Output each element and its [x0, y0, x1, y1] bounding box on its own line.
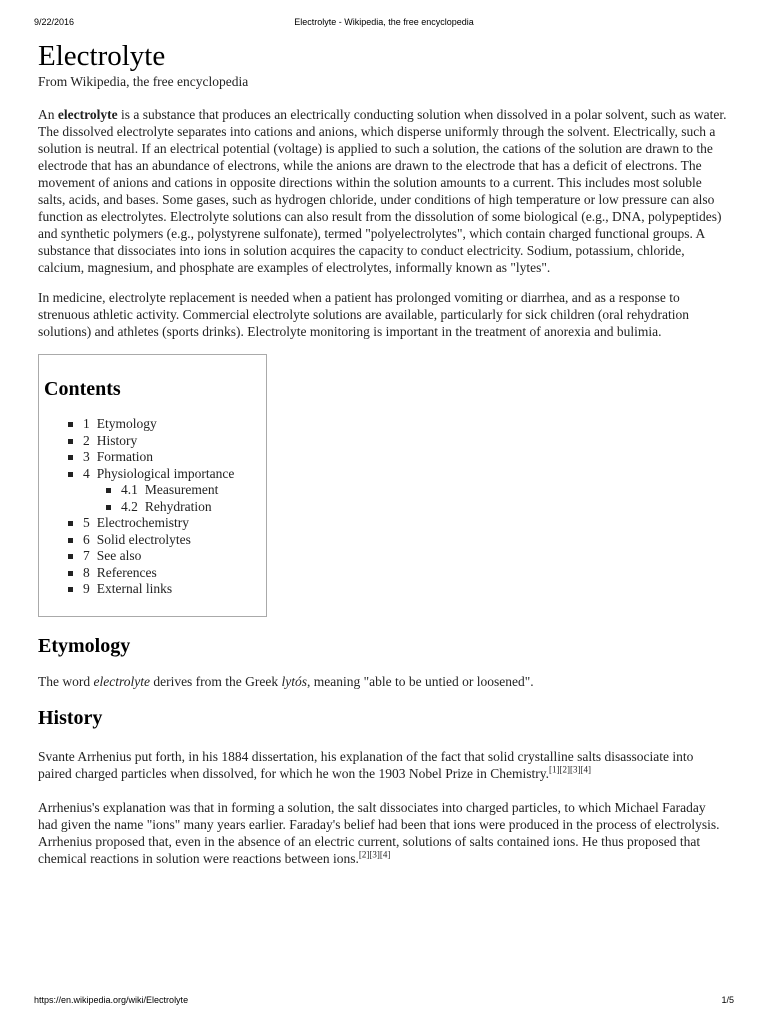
toc-number: 9	[83, 581, 90, 596]
toc-item-measurement[interactable]	[44, 482, 266, 499]
etymology-text: , meaning "able to be untied or loosened".	[307, 673, 534, 689]
toc-label: Measurement	[144, 482, 219, 497]
toc-item-rehydration[interactable]	[44, 499, 266, 516]
etymology-greek-word: lytós	[281, 673, 308, 689]
etymology-heading: Etymology	[38, 634, 131, 657]
toc-item-electrochemistry[interactable]	[44, 515, 266, 532]
toc-label: Rehydration	[144, 498, 212, 514]
history-heading: History	[38, 706, 103, 729]
toc-number: 4.2	[121, 498, 138, 514]
etymology-paragraph	[38, 673, 728, 690]
history-paragraph-2	[38, 799, 728, 867]
toc-item-references[interactable]	[44, 565, 266, 582]
page-title: Electrolyte	[38, 40, 166, 72]
toc-item-history[interactable]	[44, 433, 266, 450]
bullet-icon	[68, 472, 73, 477]
intro-term: electrolyte	[57, 107, 118, 122]
print-page-number: 1/5	[721, 995, 734, 1005]
toc-number: 2	[83, 432, 90, 448]
toc-number: 1	[83, 416, 90, 431]
toc-item-etymology[interactable]	[44, 416, 266, 433]
print-date: 9/22/2016	[34, 17, 75, 27]
toc-label: Electrochemistry	[96, 515, 189, 530]
intro-prefix: An	[38, 107, 58, 122]
history-text: Arrhenius's explanation was that in forming a solution, the salt dissociates into charged particles, to which Michael Faraday had given the name "ions" many years earlier. Faraday's belief had been that ions were produced in the process of electrolysis. Arrhenius proposed that, even in the absence of an electric current, solutions of salts contained ions. He thus proposed that chemical reactions in solution were reactions between ions.	[38, 799, 720, 866]
toc-number: 6	[83, 531, 90, 547]
toc-label: External links	[96, 581, 173, 596]
bullet-icon	[68, 422, 73, 427]
toc-item-formation[interactable]	[44, 449, 266, 466]
etymology-text: The word	[38, 673, 94, 689]
etymology-text: derives from the Greek	[149, 673, 282, 689]
citation-link[interactable]: [1][2][3][4]	[549, 764, 591, 774]
bullet-icon	[106, 505, 111, 510]
toc-number: 5	[83, 515, 90, 530]
toc-number: 3	[83, 449, 90, 464]
bullet-icon	[68, 439, 73, 444]
page-subtitle: From Wikipedia, the free encyclopedia	[38, 74, 249, 89]
intro-paragraph-1	[38, 106, 728, 276]
table-of-contents	[38, 354, 267, 617]
toc-label: Etymology	[96, 416, 157, 431]
bullet-icon	[68, 538, 73, 543]
bullet-icon	[68, 587, 73, 592]
toc-label: Physiological importance	[96, 465, 235, 481]
toc-number: 7	[83, 548, 90, 563]
toc-label: References	[96, 564, 157, 580]
bullet-icon	[68, 521, 73, 526]
history-paragraph-1	[38, 748, 728, 782]
print-url: https://en.wikipedia.org/wiki/Electrolyte	[34, 995, 189, 1005]
print-header	[34, 17, 734, 29]
toc-list	[44, 416, 266, 598]
intro-paragraph-2: In medicine, electrolyte replacement is needed when a patient has prolonged vomiting or diarrhea, and as a response to strenuous athletic activity. Commercial electrolyte solutions are available, particularly for sick children (oral rehydration solutions) and athletes (sports drinks). Electrolyte monitoring is important in the treatment of anorexia and bulimia.	[38, 290, 690, 339]
toc-number: 8	[83, 564, 90, 580]
toc-label: Solid electrolytes	[96, 531, 191, 547]
print-footer	[34, 995, 734, 1007]
toc-label: See also	[96, 548, 142, 563]
toc-item-external-links[interactable]	[44, 581, 266, 598]
toc-number: 4	[83, 465, 90, 481]
bullet-icon	[68, 571, 73, 576]
toc-label: History	[96, 432, 138, 448]
toc-number: 4.1	[121, 482, 138, 497]
citation-link[interactable]: [2][3][4]	[358, 849, 391, 859]
bullet-icon	[68, 554, 73, 559]
toc-label: Formation	[96, 449, 153, 464]
history-text: Svante Arrhenius put forth, in his 1884 dissertation, his explanation of the fact that solid crystalline salts disassociate into paired charged particles when dissolved, for which he won the 1903 Nobel Prize in Chemistry.	[38, 748, 694, 781]
toc-item-see-also[interactable]	[44, 548, 266, 565]
toc-item-physiological-importance[interactable]	[44, 466, 266, 483]
bullet-icon	[68, 455, 73, 460]
article	[38, 40, 728, 867]
bullet-icon	[106, 488, 111, 493]
intro-body: is a substance that produces an electrically conducting solution when dissolved in a polar solvent, such as water. The dissolved electrolyte separates into cations and anions, which disperse uniformly through the solvent. Electrically, such a solution is neutral. If an electrical potential (voltage) is applied to such a solution, the cations of the solution are drawn to the electrode that has an abundance of electrons, while the anions are drawn to the electrode that has a deficit of electrons. The movement of anions and cations in opposite directions within the solution amounts to a current. This includes most soluble salts, acids, and bases. Some gases, such as hydrogen chloride, under conditions of high temperature or low pressure can also function as electrolytes. Electrolyte solutions can also result from the dissolution of some biological (e.g., DNA, polypeptides) and synthetic polymers (e.g., polystyrene sulfonate), termed "polyelectrolytes", which contain charged functional groups. A substance that dissociates into ions in solution acquires the capacity to conduct electricity. Sodium, potassium, chloride, calcium, magnesium, and phosphate are examples of electrolytes, informally known as "lytes".	[38, 107, 727, 275]
etymology-term: electrolyte	[93, 673, 150, 689]
toc-item-solid-electrolytes[interactable]	[44, 532, 266, 549]
toc-title: Contents	[44, 378, 121, 400]
print-page-title: Electrolyte - Wikipedia, the free encyclopedia	[294, 17, 474, 27]
